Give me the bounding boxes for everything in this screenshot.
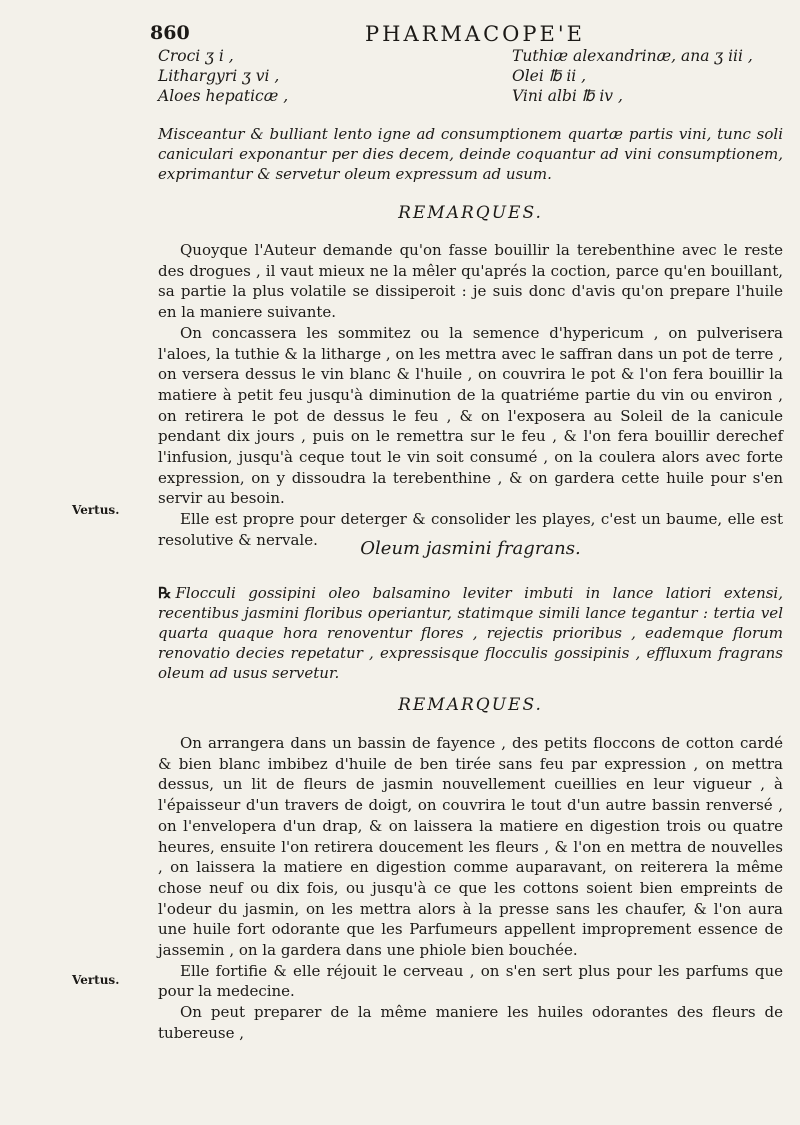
paragraph: On arrangera dans un bassin de fayence , des petits floccons de cotton cardé & bien blanc imbibez d'huile de ben tirée sans feu par expression , on mettra dessus, un lit de fleurs de jasmin nouvellement cueillies en leur vigueur , à l'épaisseur d'un travers de doigt, on couvrira le tout d'un autre bassin renversé , on l'envelopera d'un drap, & on laissera la matiere en digestion trois ou quatre heures, ensuite l'on retirera doucement les fleurs , & l'on en mettra de nouvelles , on laissera la matiere en digestion comme auparavant, on reiterera la même chose neuf ou dix fois, ou jusqu'à ce que les cottons soient bien empreints de l'odeur du jasmin, on les mettra alors à la presse sans les chaufer, & l'on aura une huile fort odorante que les Parfumeurs appellent improprement essence de jassemin , on la gardera dans une phiole bien bouchée. <box>158 734 783 960</box>
recipe-title: Oleum jasmini fragrans. <box>360 538 581 559</box>
remarques-body <box>158 240 783 551</box>
page-header <box>150 22 790 46</box>
ingredient-line: Croci ʒ i , <box>158 47 234 65</box>
remarques-body <box>158 733 783 1044</box>
ingredient-list-left <box>158 46 288 106</box>
paragraph: Quoyque l'Auteur demande qu'on fasse bouillir la terebenthine avec le reste des drogues , il vaut mieux ne la mêler qu'aprés la coction, parce qu'en bouillant, sa partie la plus volatile se dissiperoit : je suis donc d'avis qu'on prepare l'huile en la maniere suivante. <box>158 241 783 322</box>
ingredient-line: Tuthiæ alexandrinæ, ana ʒ iii , <box>512 47 753 65</box>
recipe-instructions <box>158 583 783 683</box>
ingredient-line: Lithargyri ʒ vi , <box>158 67 280 85</box>
ingredient-line: Olei ℔ ii , <box>512 67 587 85</box>
paragraph: On concassera les sommitez ou la semence d'hypericum , on pulverisera l'aloes, la tuthie & la litharge , on les mettra avec le saffran dans un pot de terre , on versera dessus le vin blanc & l'huile , on couvrira le pot & l'on fera bouillir la matiere à petit feu jusqu'à diminution de la quatriéme partie du vin ou environ , on retirera le pot de dessus le feu , & on l'exposera au Soleil de la canicule pendant dix jours , puis on le remettra sur le feu , & l'on fera bouillir derechef l'infusion, jusqu'à ceque tout le vin soit consumé , on la coulera alors avec forte expression, on y dissoudra la terebenthine , & on gardera cette huile pour s'en servir au besoin. <box>158 323 783 508</box>
paragraph: Elle fortifie & elle réjouit le cerveau , on s'en sert plus pour les parfums que pour la medecine. <box>158 961 783 1001</box>
paragraph: Elle est propre pour deterger & consolider les playes, c'est un baume, elle est resolutive & nervale. <box>158 510 783 549</box>
ingredient-line: Vini albi ℔ iv , <box>512 87 623 105</box>
paragraph: On peut preparer de la même maniere les huiles odorantes des fleurs de tubereuse , <box>158 1003 783 1042</box>
remarques-heading: REMARQUES. <box>398 203 543 223</box>
remarques-heading: REMARQUES. <box>398 695 543 715</box>
ingredient-list-right <box>512 46 753 106</box>
ingredient-line: Aloes hepaticæ , <box>158 87 289 105</box>
page-number: 860 <box>150 22 190 44</box>
running-title: PHARMACOPE'E <box>365 22 585 46</box>
recipe-instructions: Misceantur & bulliant lento igne ad consumptionem quartæ partis vini, tunc soli caniculari exponantur per dies decem, deinde coquantur ad vini consumptionem, exprimantur & servetur oleum expressum ad usum. <box>158 125 783 183</box>
recipe-text: Flocculi gossipini oleo balsamino leviter imbuti in lance latiori extensi, recentibus jasmini floribus operiantur, statimque simili lance tegantur : tertia vel quarta quaque hora renoventur flores , rejectis prioribus , eademque florum renovatio decies repetatur , expressisque flocculis gossipinis , effluxum fragrans oleum ad usus servetur. <box>158 584 783 682</box>
margin-note-vertus: Vertus. <box>72 503 120 517</box>
margin-note-vertus: Vertus. <box>72 973 120 987</box>
recipe-symbol: ℞ <box>158 584 172 602</box>
